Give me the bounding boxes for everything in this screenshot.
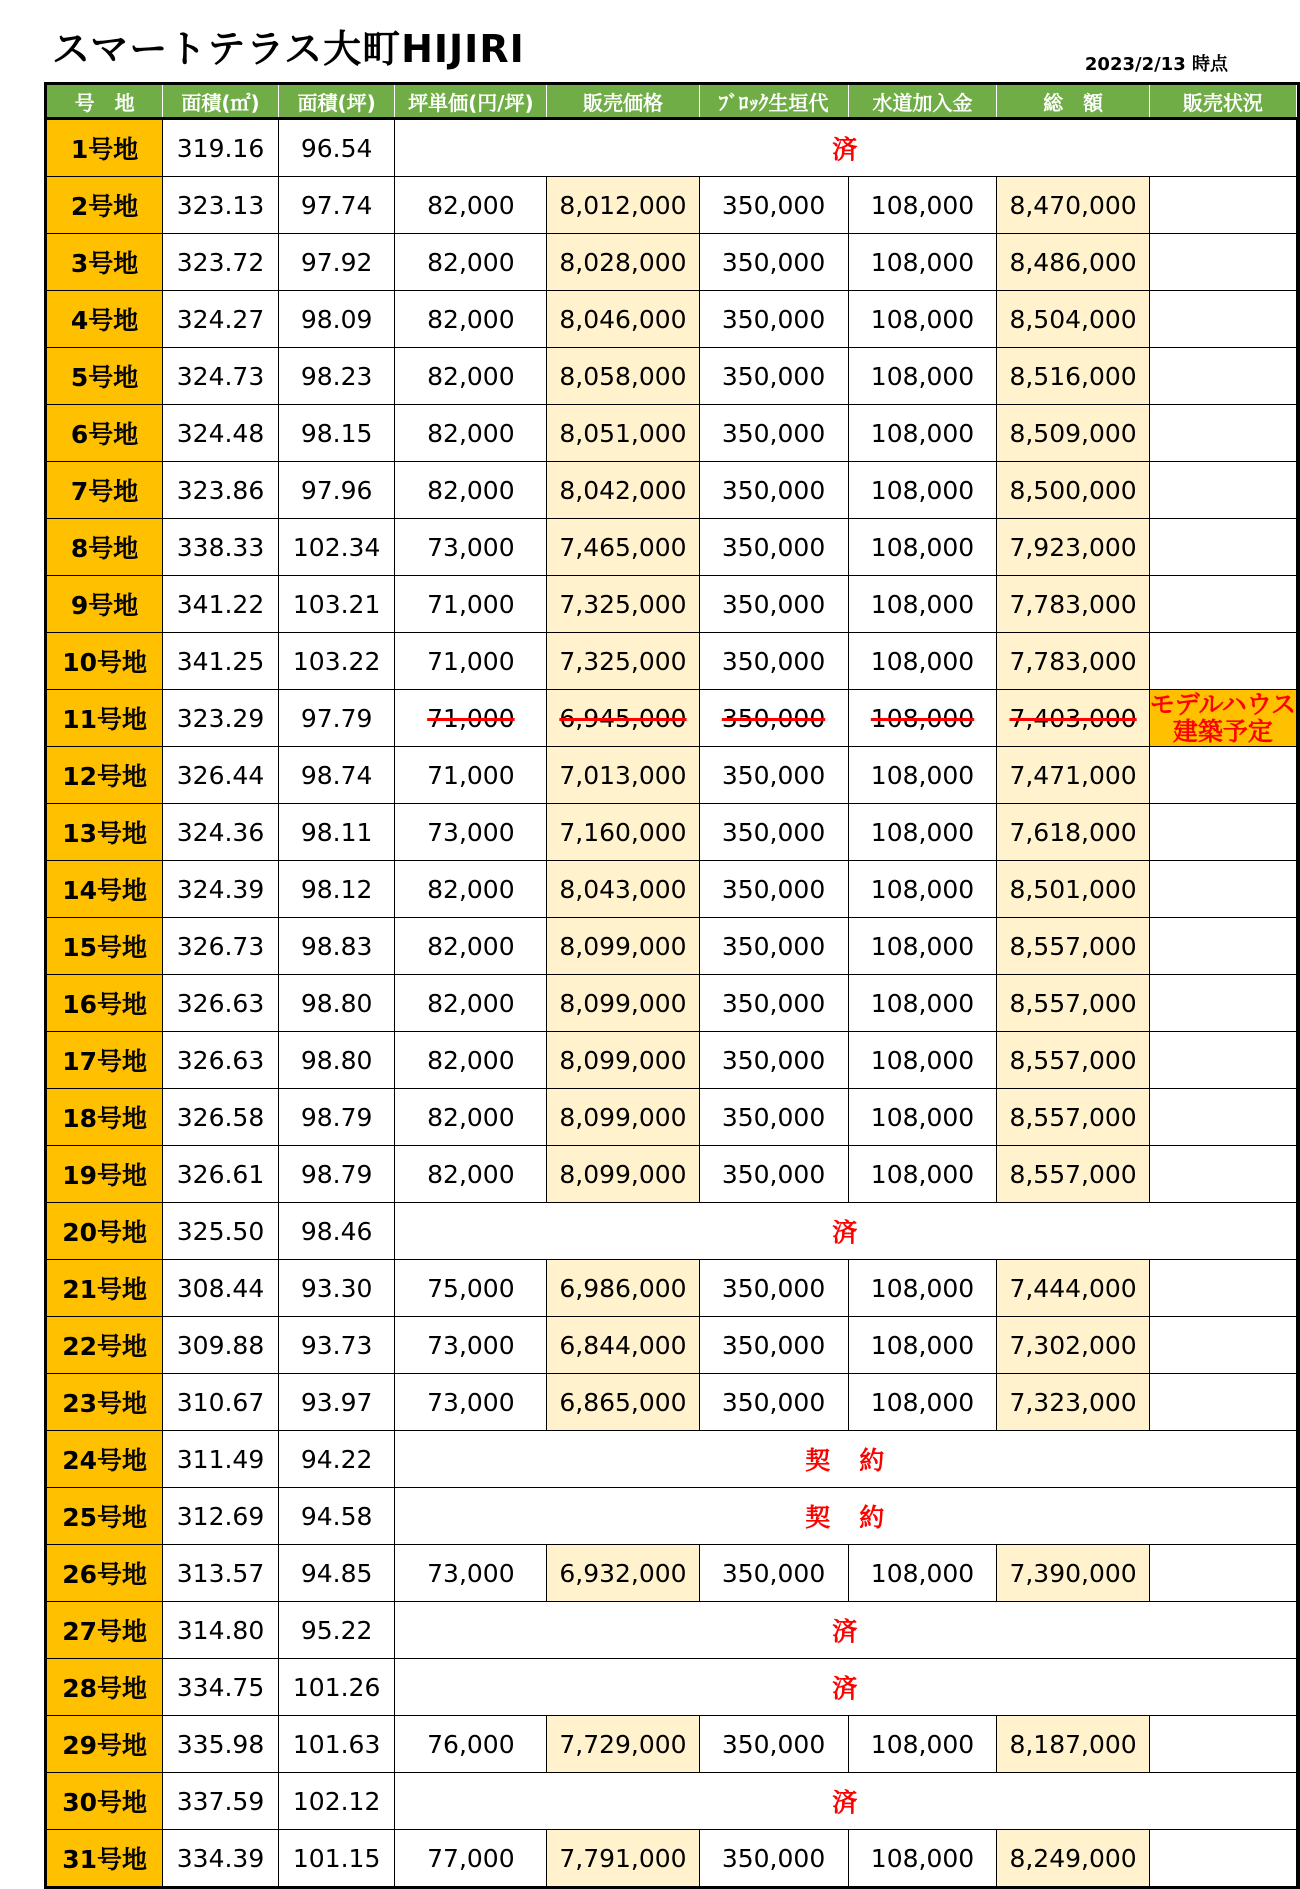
area-tsubo: 98.79	[278, 1089, 395, 1146]
sale-price: 6,945,000	[547, 690, 699, 747]
sale-status-note	[1149, 405, 1296, 462]
area-m2: 326.63	[163, 975, 279, 1032]
table-row	[46, 1716, 1299, 1773]
sale-status-note	[1149, 861, 1296, 918]
table-row	[46, 1431, 1299, 1488]
table-row	[46, 1260, 1299, 1317]
sale-status-note	[1297, 1431, 1299, 1488]
total-price: 7,302,000	[997, 1317, 1149, 1374]
area-tsubo: 93.73	[278, 1317, 395, 1374]
sale-price: 7,465,000	[547, 519, 699, 576]
block-hedge-fee: 350,000	[699, 918, 848, 975]
area-m2: 326.44	[163, 747, 279, 804]
unit-price: 77,000	[395, 1830, 547, 1888]
sale-status-note	[1149, 1716, 1296, 1773]
area-tsubo: 98.79	[278, 1146, 395, 1203]
area-m2: 324.36	[163, 804, 279, 861]
sale-price: 7,729,000	[547, 1716, 699, 1773]
lot-number: 1号地	[46, 119, 163, 177]
area-m2: 313.57	[163, 1545, 279, 1602]
area-tsubo: 94.22	[278, 1431, 395, 1488]
block-hedge-fee: 350,000	[699, 804, 848, 861]
lot-number: 27号地	[46, 1602, 163, 1659]
area-tsubo: 103.21	[278, 576, 395, 633]
area-tsubo: 98.74	[278, 747, 395, 804]
sale-status-note	[1149, 234, 1296, 291]
total-price: 8,557,000	[997, 1146, 1149, 1203]
unit-price: 76,000	[395, 1716, 547, 1773]
table-row	[46, 1773, 1299, 1830]
lot-number: 21号地	[46, 1260, 163, 1317]
sale-status-note	[1149, 918, 1296, 975]
sale-price: 7,791,000	[547, 1830, 699, 1888]
area-m2: 326.73	[163, 918, 279, 975]
unit-price: 73,000	[395, 1374, 547, 1431]
unit-price: 82,000	[395, 177, 547, 234]
unit-price: 71,000	[395, 633, 547, 690]
table-row	[46, 1488, 1299, 1545]
total-price: 7,783,000	[997, 576, 1149, 633]
sale-price: 8,043,000	[547, 861, 699, 918]
note-line: モデルハウス	[1149, 690, 1296, 719]
sale-price: 8,058,000	[547, 348, 699, 405]
total-price: 8,557,000	[997, 918, 1149, 975]
sale-status-note	[1149, 576, 1296, 633]
block-hedge-fee: 350,000	[699, 1830, 848, 1888]
sale-price: 8,028,000	[547, 234, 699, 291]
as-of-date: 2023/2/13 時点	[1084, 54, 1228, 75]
sale-status-note	[1149, 348, 1296, 405]
lot-number: 14号地	[46, 861, 163, 918]
area-tsubo: 93.97	[278, 1374, 395, 1431]
area-m2: 324.27	[163, 291, 279, 348]
total-price: 7,403,000	[997, 690, 1149, 747]
sale-status: 契 約	[395, 1431, 1297, 1488]
table-row	[46, 119, 1299, 177]
sale-price: 6,932,000	[547, 1545, 699, 1602]
area-tsubo: 101.26	[278, 1659, 395, 1716]
total-price: 8,509,000	[997, 405, 1149, 462]
area-m2: 341.25	[163, 633, 279, 690]
table-row	[46, 1089, 1299, 1146]
sale-status-note	[1149, 690, 1296, 747]
lot-number: 5号地	[46, 348, 163, 405]
col-price: 販売価格	[547, 84, 699, 119]
table-row	[46, 861, 1299, 918]
area-tsubo: 94.58	[278, 1488, 395, 1545]
sale-price: 7,160,000	[547, 804, 699, 861]
area-tsubo: 98.11	[278, 804, 395, 861]
area-tsubo: 98.09	[278, 291, 395, 348]
lot-number: 16号地	[46, 975, 163, 1032]
sale-status-note	[1149, 1260, 1296, 1317]
unit-price: 73,000	[395, 804, 547, 861]
water-fee: 108,000	[848, 1260, 997, 1317]
col-lot: 号 地	[46, 84, 163, 119]
table-row	[46, 1032, 1299, 1089]
area-tsubo: 97.96	[278, 462, 395, 519]
col-water-fee: 水道加入金	[848, 84, 997, 119]
area-tsubo: 93.30	[278, 1260, 395, 1317]
total-price: 8,557,000	[997, 1032, 1149, 1089]
area-m2: 319.16	[163, 119, 279, 177]
table-row	[46, 177, 1299, 234]
lot-number: 22号地	[46, 1317, 163, 1374]
water-fee: 108,000	[848, 918, 997, 975]
lot-number: 13号地	[46, 804, 163, 861]
table-row	[46, 1374, 1299, 1431]
sale-status-note	[1149, 519, 1296, 576]
block-hedge-fee: 350,000	[699, 633, 848, 690]
table-row	[46, 576, 1299, 633]
block-hedge-fee: 350,000	[699, 348, 848, 405]
table-row	[46, 1317, 1299, 1374]
area-m2: 341.22	[163, 576, 279, 633]
water-fee: 108,000	[848, 975, 997, 1032]
area-m2: 312.69	[163, 1488, 279, 1545]
unit-price: 82,000	[395, 1146, 547, 1203]
total-price: 8,557,000	[997, 1089, 1149, 1146]
table-row	[46, 291, 1299, 348]
col-block-hedge: ﾌﾞﾛｯｸ生垣代	[699, 84, 848, 119]
lot-number: 2号地	[46, 177, 163, 234]
table-row	[46, 348, 1299, 405]
unit-price: 73,000	[395, 1545, 547, 1602]
sale-price: 6,844,000	[547, 1317, 699, 1374]
water-fee: 108,000	[848, 1830, 997, 1888]
lot-number: 18号地	[46, 1089, 163, 1146]
area-m2: 324.48	[163, 405, 279, 462]
water-fee: 108,000	[848, 1146, 997, 1203]
block-hedge-fee: 350,000	[699, 1146, 848, 1203]
block-hedge-fee: 350,000	[699, 975, 848, 1032]
area-tsubo: 97.74	[278, 177, 395, 234]
area-m2: 326.58	[163, 1089, 279, 1146]
unit-price: 71,000	[395, 690, 547, 747]
table-row	[46, 405, 1299, 462]
sale-status-note	[1149, 177, 1296, 234]
block-hedge-fee: 350,000	[699, 519, 848, 576]
lot-number: 25号地	[46, 1488, 163, 1545]
sale-status-note	[1149, 1032, 1296, 1089]
lot-number: 31号地	[46, 1830, 163, 1888]
unit-price: 71,000	[395, 747, 547, 804]
sale-status-note	[1149, 975, 1296, 1032]
unit-price: 71,000	[395, 576, 547, 633]
sale-status: 済	[395, 1203, 1297, 1260]
area-tsubo: 97.92	[278, 234, 395, 291]
table-row	[46, 1602, 1299, 1659]
col-area-tsubo: 面積(坪)	[278, 84, 395, 119]
water-fee: 108,000	[848, 519, 997, 576]
col-total: 総 額	[997, 84, 1149, 119]
table-row	[46, 462, 1299, 519]
lot-number: 30号地	[46, 1773, 163, 1830]
total-price: 8,504,000	[997, 291, 1149, 348]
unit-price: 82,000	[395, 291, 547, 348]
header-row	[46, 84, 1299, 119]
col-unit-price: 坪単価(円/坪)	[395, 84, 547, 119]
area-tsubo: 94.85	[278, 1545, 395, 1602]
sale-status-note	[1149, 633, 1296, 690]
unit-price: 73,000	[395, 1317, 547, 1374]
block-hedge-fee: 350,000	[699, 747, 848, 804]
area-m2: 309.88	[163, 1317, 279, 1374]
area-m2: 311.49	[163, 1431, 279, 1488]
area-tsubo: 101.15	[278, 1830, 395, 1888]
area-m2: 334.39	[163, 1830, 279, 1888]
area-tsubo: 98.46	[278, 1203, 395, 1260]
table-row	[46, 1659, 1299, 1716]
table-row	[46, 1545, 1299, 1602]
total-price: 8,501,000	[997, 861, 1149, 918]
table-row	[46, 1830, 1299, 1888]
sale-status-note	[1149, 804, 1296, 861]
sale-status-note	[1297, 1203, 1299, 1260]
lot-number: 19号地	[46, 1146, 163, 1203]
area-tsubo: 102.34	[278, 519, 395, 576]
block-hedge-fee: 350,000	[699, 1089, 848, 1146]
water-fee: 108,000	[848, 747, 997, 804]
area-m2: 323.13	[163, 177, 279, 234]
sale-status-note	[1297, 119, 1299, 177]
area-tsubo: 98.80	[278, 975, 395, 1032]
sale-status-note	[1149, 462, 1296, 519]
total-price: 8,486,000	[997, 234, 1149, 291]
page-title: スマートテラス大町HIJIRI	[52, 27, 525, 71]
table-row	[46, 1146, 1299, 1203]
lot-number: 23号地	[46, 1374, 163, 1431]
block-hedge-fee: 350,000	[699, 1716, 848, 1773]
unit-price: 73,000	[395, 519, 547, 576]
total-price: 8,187,000	[997, 1716, 1149, 1773]
area-m2: 325.50	[163, 1203, 279, 1260]
water-fee: 108,000	[848, 1374, 997, 1431]
unit-price: 82,000	[395, 975, 547, 1032]
sale-price: 8,042,000	[547, 462, 699, 519]
lot-number: 6号地	[46, 405, 163, 462]
area-tsubo: 98.83	[278, 918, 395, 975]
area-m2: 323.86	[163, 462, 279, 519]
sale-price: 7,325,000	[547, 633, 699, 690]
area-m2: 338.33	[163, 519, 279, 576]
sale-status-note	[1149, 1374, 1296, 1431]
lot-number: 3号地	[46, 234, 163, 291]
block-hedge-fee: 350,000	[699, 1374, 848, 1431]
total-price: 7,471,000	[997, 747, 1149, 804]
sale-price: 8,012,000	[547, 177, 699, 234]
lot-number: 7号地	[46, 462, 163, 519]
total-price: 8,557,000	[997, 975, 1149, 1032]
block-hedge-fee: 350,000	[699, 1317, 848, 1374]
water-fee: 108,000	[848, 576, 997, 633]
water-fee: 108,000	[848, 1317, 997, 1374]
water-fee: 108,000	[848, 804, 997, 861]
area-m2: 334.75	[163, 1659, 279, 1716]
sale-price: 8,051,000	[547, 405, 699, 462]
unit-price: 82,000	[395, 405, 547, 462]
area-m2: 337.59	[163, 1773, 279, 1830]
block-hedge-fee: 350,000	[699, 1260, 848, 1317]
area-m2: 324.73	[163, 348, 279, 405]
water-fee: 108,000	[848, 177, 997, 234]
total-price: 8,516,000	[997, 348, 1149, 405]
area-m2: 326.61	[163, 1146, 279, 1203]
sale-status-note	[1149, 1317, 1296, 1374]
sale-status-note	[1297, 1773, 1299, 1830]
block-hedge-fee: 350,000	[699, 177, 848, 234]
table-row	[46, 975, 1299, 1032]
sale-price: 7,325,000	[547, 576, 699, 633]
sale-price: 7,013,000	[547, 747, 699, 804]
lot-number: 11号地	[46, 690, 163, 747]
lot-number: 15号地	[46, 918, 163, 975]
lot-number: 29号地	[46, 1716, 163, 1773]
water-fee: 108,000	[848, 633, 997, 690]
unit-price: 82,000	[395, 462, 547, 519]
total-price: 7,444,000	[997, 1260, 1149, 1317]
lot-number: 17号地	[46, 1032, 163, 1089]
water-fee: 108,000	[848, 690, 997, 747]
block-hedge-fee: 350,000	[699, 291, 848, 348]
sale-price: 8,099,000	[547, 918, 699, 975]
sale-price: 8,099,000	[547, 975, 699, 1032]
lot-number: 12号地	[46, 747, 163, 804]
total-price: 7,923,000	[997, 519, 1149, 576]
area-tsubo: 97.79	[278, 690, 395, 747]
page-header	[0, 0, 1300, 82]
sale-price: 6,865,000	[547, 1374, 699, 1431]
total-price: 7,618,000	[997, 804, 1149, 861]
unit-price: 75,000	[395, 1260, 547, 1317]
sale-price: 6,986,000	[547, 1260, 699, 1317]
water-fee: 108,000	[848, 1089, 997, 1146]
sale-status-note	[1149, 1146, 1296, 1203]
unit-price: 82,000	[395, 234, 547, 291]
lot-number: 8号地	[46, 519, 163, 576]
area-m2: 323.72	[163, 234, 279, 291]
price-table	[44, 82, 1300, 1889]
area-tsubo: 96.54	[278, 119, 395, 177]
area-m2: 314.80	[163, 1602, 279, 1659]
block-hedge-fee: 350,000	[699, 1545, 848, 1602]
water-fee: 108,000	[848, 405, 997, 462]
sale-status-note	[1149, 747, 1296, 804]
lot-number: 9号地	[46, 576, 163, 633]
water-fee: 108,000	[848, 462, 997, 519]
unit-price: 82,000	[395, 348, 547, 405]
block-hedge-fee: 350,000	[699, 861, 848, 918]
area-tsubo: 95.22	[278, 1602, 395, 1659]
water-fee: 108,000	[848, 1545, 997, 1602]
table-row	[46, 747, 1299, 804]
unit-price: 82,000	[395, 1032, 547, 1089]
table-row	[46, 804, 1299, 861]
lot-number: 28号地	[46, 1659, 163, 1716]
sale-status-note	[1149, 1545, 1296, 1602]
table-row	[46, 1203, 1299, 1260]
area-m2: 324.39	[163, 861, 279, 918]
sale-status-note	[1149, 1089, 1296, 1146]
water-fee: 108,000	[848, 348, 997, 405]
sale-status-note	[1297, 1602, 1299, 1659]
total-price: 7,323,000	[997, 1374, 1149, 1431]
area-m2: 308.44	[163, 1260, 279, 1317]
sale-status: 契 約	[395, 1488, 1297, 1545]
lot-number: 24号地	[46, 1431, 163, 1488]
total-price: 7,390,000	[997, 1545, 1149, 1602]
note-line: 建築予定	[1172, 717, 1273, 746]
total-price: 8,249,000	[997, 1830, 1149, 1888]
sale-status: 済	[395, 119, 1297, 177]
block-hedge-fee: 350,000	[699, 405, 848, 462]
water-fee: 108,000	[848, 234, 997, 291]
block-hedge-fee: 350,000	[699, 1032, 848, 1089]
table-row	[46, 690, 1299, 747]
sale-status: 済	[395, 1773, 1297, 1830]
sale-price: 8,099,000	[547, 1089, 699, 1146]
table-row	[46, 633, 1299, 690]
sale-status: 済	[395, 1659, 1297, 1716]
lot-number: 26号地	[46, 1545, 163, 1602]
table-row	[46, 234, 1299, 291]
lot-number: 4号地	[46, 291, 163, 348]
lot-number: 20号地	[46, 1203, 163, 1260]
lot-number: 10号地	[46, 633, 163, 690]
block-hedge-fee: 350,000	[699, 576, 848, 633]
total-price: 8,500,000	[997, 462, 1149, 519]
area-m2: 326.63	[163, 1032, 279, 1089]
area-m2: 310.67	[163, 1374, 279, 1431]
sale-status-note	[1149, 291, 1296, 348]
table-row	[46, 918, 1299, 975]
unit-price: 82,000	[395, 1089, 547, 1146]
unit-price: 82,000	[395, 861, 547, 918]
sale-price: 8,046,000	[547, 291, 699, 348]
sale-price: 8,099,000	[547, 1032, 699, 1089]
area-tsubo: 101.63	[278, 1716, 395, 1773]
col-area-m2: 面積(㎡)	[163, 84, 279, 119]
sale-price: 8,099,000	[547, 1146, 699, 1203]
block-hedge-fee: 350,000	[699, 234, 848, 291]
water-fee: 108,000	[848, 861, 997, 918]
area-m2: 323.29	[163, 690, 279, 747]
total-price: 8,470,000	[997, 177, 1149, 234]
table-row	[46, 519, 1299, 576]
area-m2: 335.98	[163, 1716, 279, 1773]
water-fee: 108,000	[848, 1716, 997, 1773]
area-tsubo: 98.15	[278, 405, 395, 462]
sale-status: 済	[395, 1602, 1297, 1659]
water-fee: 108,000	[848, 291, 997, 348]
area-tsubo: 98.80	[278, 1032, 395, 1089]
water-fee: 108,000	[848, 1032, 997, 1089]
sale-status-note	[1297, 1659, 1299, 1716]
area-tsubo: 103.22	[278, 633, 395, 690]
unit-price: 82,000	[395, 918, 547, 975]
area-tsubo: 98.12	[278, 861, 395, 918]
col-status: 販売状況	[1149, 84, 1296, 119]
sale-status-note	[1149, 1830, 1296, 1888]
total-price: 7,783,000	[997, 633, 1149, 690]
block-hedge-fee: 350,000	[699, 690, 848, 747]
block-hedge-fee: 350,000	[699, 462, 848, 519]
sale-status-note	[1297, 1488, 1299, 1545]
area-tsubo: 102.12	[278, 1773, 395, 1830]
area-tsubo: 98.23	[278, 348, 395, 405]
